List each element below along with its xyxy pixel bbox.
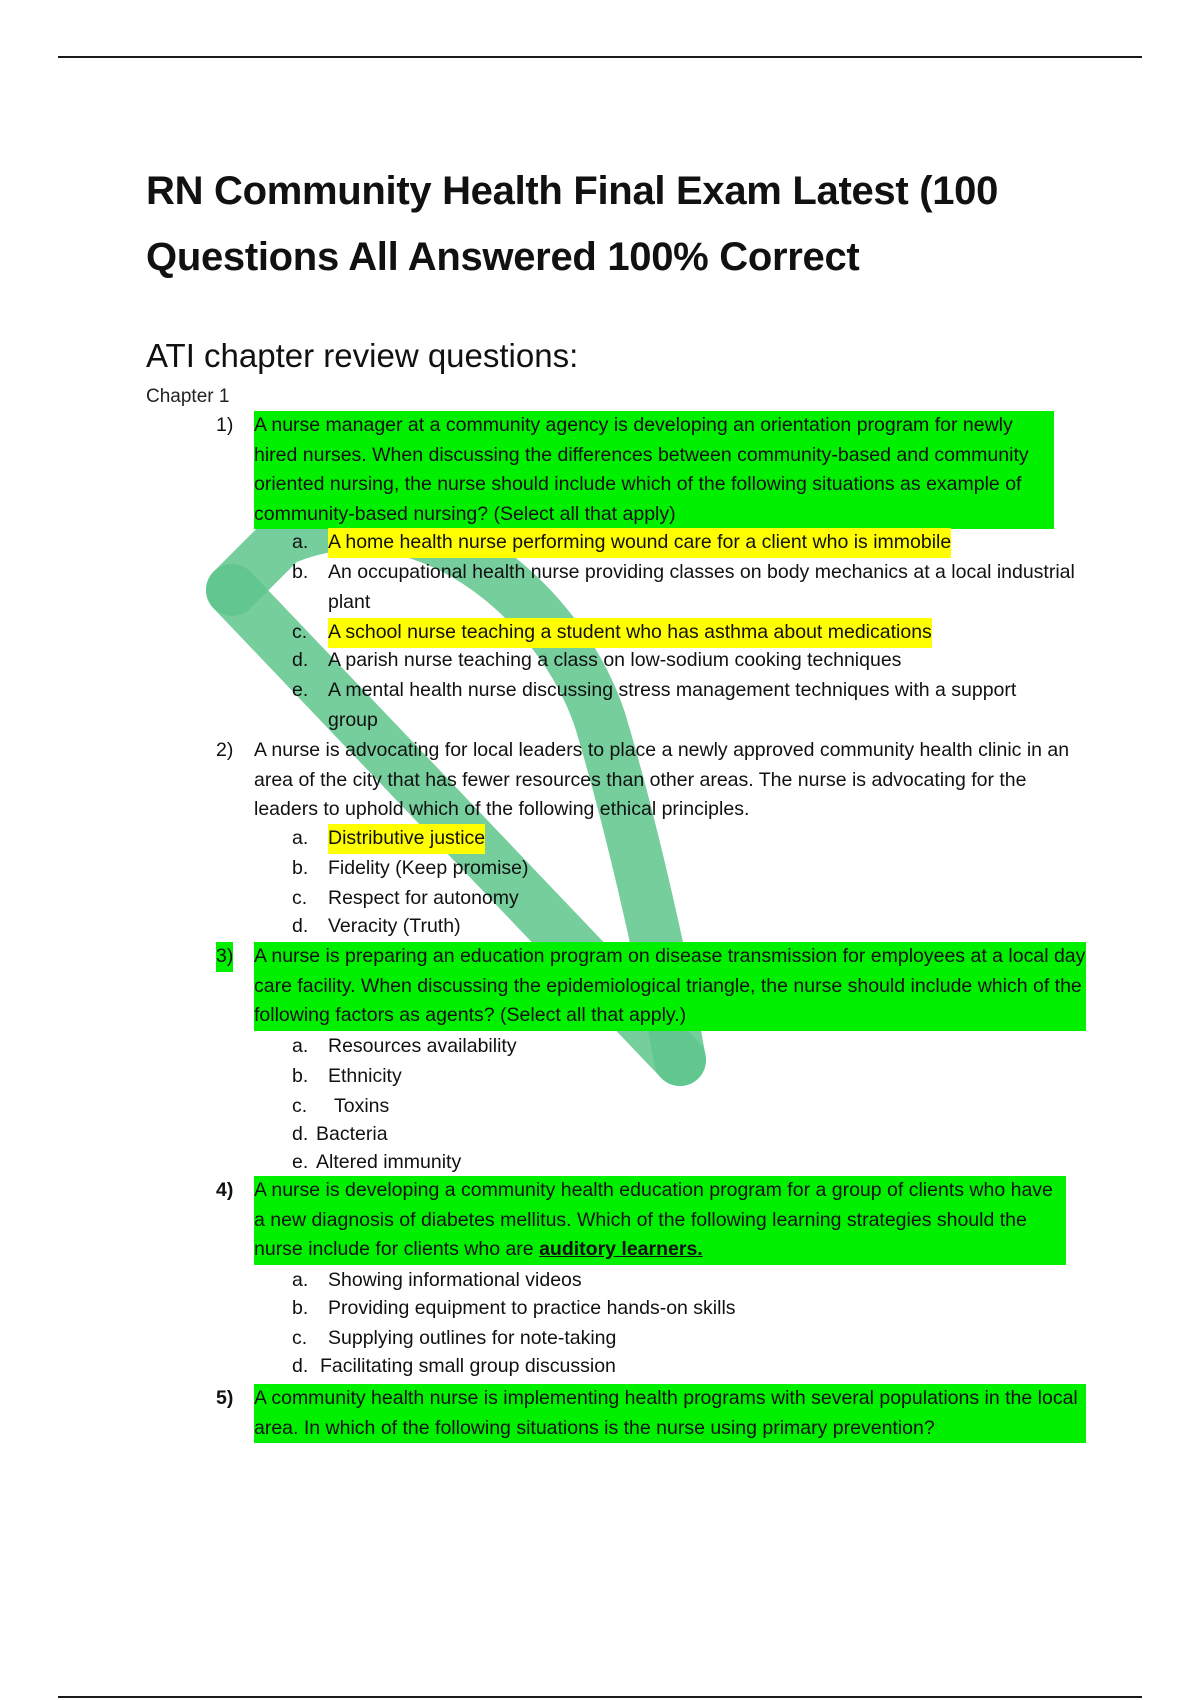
top-rule [58,56,1142,58]
question-4 [216,1176,1066,1265]
emphasis-text: auditory learners. [539,1238,703,1260]
bottom-rule [58,1696,1142,1698]
document-title: RN Community Health Final Exam Latest (100 Questions All Answered 100% Correct [146,169,999,279]
correct-answer: A school nurse teaching a student who has asthma about medications [328,618,932,648]
question-number: 2) [216,739,234,761]
correct-answer: Toxins [334,1095,390,1117]
question-text: A nurse is advocating for local leaders to place a newly approved community health clinic in an area of the city that has fewer resources than other areas. The nurse is advocating for the leaders to uphold which of the following ethical principles. [254,739,1070,820]
question-text: A nurse is preparing an education program on disease transmission for employees at a local day care facility. When discussing the epidemiological triangle, the nurse should include which of the following factors as agents? (Select all that apply.) [254,942,1086,1031]
correct-answer: Distributive justice [328,824,485,854]
question-1 [216,411,1054,529]
question-3 [216,942,1086,1031]
correct-answer: A home health nurse performing wound care for a client who is immobile [328,528,951,558]
correct-answer: Facilitating small group discussion [320,1355,616,1377]
question-text: A community health nurse is implementing health programs with several populations in the local area. In which of the following situations is the nurse using primary prevention? [254,1384,1086,1443]
question-number: 4) [216,1179,234,1201]
section-heading: ATI chapter review questions: [146,337,579,374]
question-text: A nurse is developing a community health education program for a group of clients who have a new diagnosis of diabetes mellitus. Which of the following learning strategies should the nurse include for clients who are auditory learners. [254,1176,1066,1265]
chapter-label: Chapter 1 [146,386,230,407]
question-number: 1) [216,414,234,436]
question-2 [216,736,1074,825]
question-number: 5) [216,1387,234,1409]
question-text: A nurse manager at a community agency is developing an orientation program for newly hired nurses. When discussing the differences between community-based and community oriented nursing, the nurse should include which of the following situations as example of community-based nursing? (Select all that apply) [254,411,1054,529]
correct-answer: Bacteria [316,1123,388,1145]
question-number: 3) [216,942,233,972]
question-5 [216,1384,1086,1443]
